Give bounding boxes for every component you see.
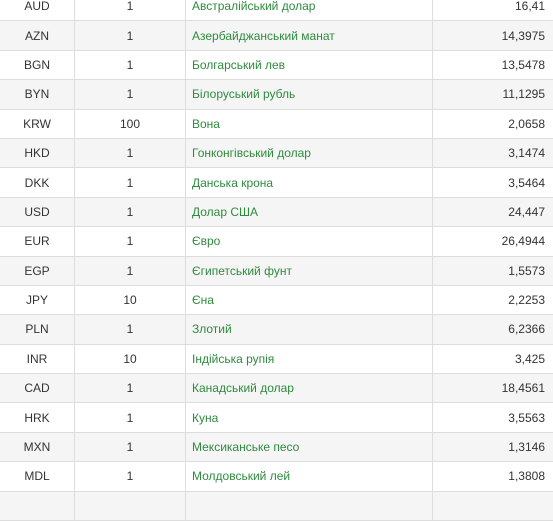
currency-code: AUD xyxy=(0,0,75,21)
currency-rate: 24,447 xyxy=(433,197,553,226)
currency-units: 100 xyxy=(75,109,186,138)
currency-rate: 3,1474 xyxy=(433,138,553,167)
currency-name-link[interactable]: Єна xyxy=(192,293,214,307)
currency-rate: 2,0658 xyxy=(433,109,553,138)
currency-name-cell xyxy=(186,109,433,138)
currency-code: EUR xyxy=(0,227,75,256)
rate-row-aud xyxy=(0,0,553,21)
currency-name-cell xyxy=(186,374,433,403)
currency-units: 1 xyxy=(75,256,186,285)
currency-units: 1 xyxy=(75,462,186,491)
currency-rate xyxy=(433,491,553,520)
currency-code: HKD xyxy=(0,138,75,167)
currency-name-cell xyxy=(186,285,433,314)
currency-units xyxy=(75,491,186,520)
currency-rate: 26,4944 xyxy=(433,227,553,256)
rate-row-eur xyxy=(0,227,553,256)
currency-units: 1 xyxy=(75,432,186,461)
currency-name-cell xyxy=(186,50,433,79)
currency-rate: 6,2366 xyxy=(433,315,553,344)
currency-name-cell xyxy=(186,403,433,432)
currency-name-cell xyxy=(186,491,433,520)
currency-name-link[interactable]: Молдовський лей xyxy=(192,469,290,483)
currency-rate: 1,3146 xyxy=(433,432,553,461)
currency-units: 1 xyxy=(75,315,186,344)
currency-name-cell xyxy=(186,344,433,373)
currency-units: 10 xyxy=(75,344,186,373)
currency-units: 1 xyxy=(75,227,186,256)
rate-row-hrk xyxy=(0,403,553,432)
rate-row-mxn xyxy=(0,432,553,461)
currency-name-link[interactable]: Долар США xyxy=(192,205,258,219)
rate-row-dkk xyxy=(0,168,553,197)
currency-code: AZN xyxy=(0,21,75,50)
currency-code: KRW xyxy=(0,109,75,138)
currency-code: MDL xyxy=(0,462,75,491)
currency-code: BYN xyxy=(0,80,75,109)
currency-rate: 18,4561 xyxy=(433,374,553,403)
rate-row-bgn xyxy=(0,50,553,79)
currency-units: 1 xyxy=(75,374,186,403)
currency-code: CAD xyxy=(0,374,75,403)
currency-code: USD xyxy=(0,197,75,226)
currency-name-cell xyxy=(186,227,433,256)
currency-rate: 1,5573 xyxy=(433,256,553,285)
currency-rate: 2,2253 xyxy=(433,285,553,314)
currency-name-cell xyxy=(186,21,433,50)
currency-name-cell xyxy=(186,432,433,461)
currency-name-link[interactable]: Куна xyxy=(192,411,218,425)
currency-code: HRK xyxy=(0,403,75,432)
currency-name-link[interactable]: Євро xyxy=(192,234,220,248)
rate-row-pln xyxy=(0,315,553,344)
currency-rate: 14,3975 xyxy=(433,21,553,50)
rate-row-krw xyxy=(0,109,553,138)
rate-row-hkd xyxy=(0,138,553,167)
currency-name-cell xyxy=(186,80,433,109)
currency-units: 1 xyxy=(75,21,186,50)
currency-units: 1 xyxy=(75,197,186,226)
currency-code: BGN xyxy=(0,50,75,79)
currency-code: DKK xyxy=(0,168,75,197)
currency-units: 1 xyxy=(75,403,186,432)
currency-rate: 13,5478 xyxy=(433,50,553,79)
currency-name-cell xyxy=(186,315,433,344)
currency-units: 10 xyxy=(75,285,186,314)
rate-row-partial xyxy=(0,491,553,520)
currency-code: EGP xyxy=(0,256,75,285)
currency-units: 1 xyxy=(75,50,186,79)
rate-row-azn xyxy=(0,21,553,50)
currency-name-link[interactable]: Азербайджанський манат xyxy=(192,29,335,43)
rate-row-mdl xyxy=(0,462,553,491)
currency-name-link[interactable]: Вона xyxy=(192,117,220,131)
currency-code xyxy=(0,491,75,520)
currency-name-link[interactable]: Єгипетський фунт xyxy=(192,264,292,278)
currency-rate: 3,5464 xyxy=(433,168,553,197)
currency-name-link[interactable]: Канадський долар xyxy=(192,381,294,395)
currency-name-cell xyxy=(186,256,433,285)
currency-code: JPY xyxy=(0,285,75,314)
currency-units: 1 xyxy=(75,138,186,167)
currency-name-cell xyxy=(186,168,433,197)
currency-name-cell xyxy=(186,138,433,167)
currency-rate: 11,1295 xyxy=(433,80,553,109)
currency-name-cell xyxy=(186,0,433,21)
rate-row-inr xyxy=(0,344,553,373)
currency-rate: 3,5563 xyxy=(433,403,553,432)
currency-code: MXN xyxy=(0,432,75,461)
currency-units: 1 xyxy=(75,0,186,21)
rate-row-cad xyxy=(0,374,553,403)
currency-name-link[interactable]: Індійська рупія xyxy=(192,352,274,366)
currency-name-link[interactable]: Злотий xyxy=(192,322,232,336)
currency-code: INR xyxy=(0,344,75,373)
currency-name-link[interactable]: Австралійський долар xyxy=(192,0,315,13)
currency-name-link[interactable]: Мексиканське песо xyxy=(192,440,299,454)
currency-name-link[interactable]: Данська крона xyxy=(192,176,273,190)
currency-name-cell xyxy=(186,462,433,491)
currency-rate: 1,3808 xyxy=(433,462,553,491)
rate-row-byn xyxy=(0,80,553,109)
currency-name-link[interactable]: Болгарський лев xyxy=(192,58,285,72)
currency-units: 1 xyxy=(75,168,186,197)
currency-name-link[interactable]: Гонконгівський долар xyxy=(192,146,311,160)
currency-units: 1 xyxy=(75,80,186,109)
rate-row-jpy xyxy=(0,285,553,314)
currency-rate: 3,425 xyxy=(433,344,553,373)
currency-name-cell xyxy=(186,197,433,226)
rate-row-egp xyxy=(0,256,553,285)
currency-code: PLN xyxy=(0,315,75,344)
rate-row-usd xyxy=(0,197,553,226)
currency-rate: 16,41 xyxy=(433,0,553,21)
currency-name-link[interactable]: Білоруський рубль xyxy=(192,87,295,101)
